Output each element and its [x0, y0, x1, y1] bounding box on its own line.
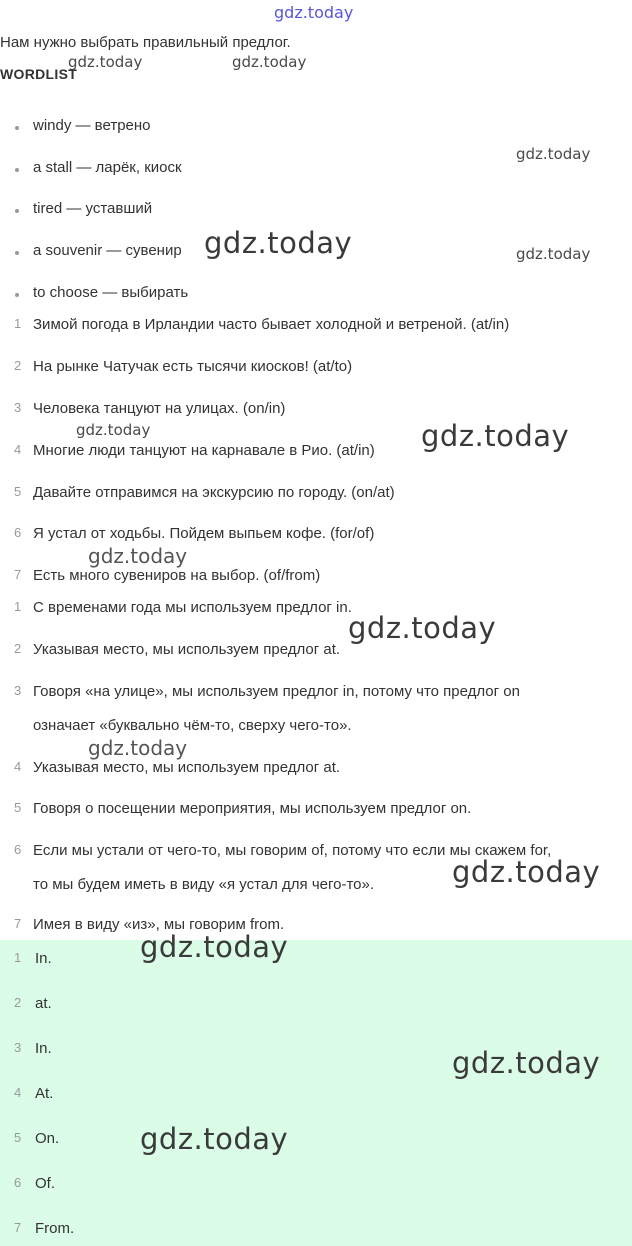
wordlist-heading: WORDLIST	[0, 66, 78, 82]
watermark: gdz.today	[68, 53, 143, 71]
watermark: gdz.today	[88, 736, 188, 760]
intro-text: Нам нужно выбрать правильный предлог.	[0, 34, 291, 51]
bullet-icon	[15, 251, 19, 255]
watermark: gdz.today	[76, 421, 151, 439]
bullet-icon	[15, 168, 19, 172]
answers-panel	[0, 940, 632, 1246]
watermark: gdz.today	[88, 544, 188, 568]
watermark: gdz.today	[452, 855, 601, 889]
watermark: gdz.today	[140, 1122, 289, 1156]
bullet-icon	[15, 209, 19, 213]
watermark: gdz.today	[452, 1046, 601, 1080]
watermark: gdz.today	[516, 145, 591, 163]
watermark: gdz.today	[140, 930, 289, 964]
bullet-icon	[15, 126, 19, 130]
watermark: gdz.today	[274, 3, 354, 22]
watermark: gdz.today	[348, 611, 497, 645]
watermark: gdz.today	[204, 226, 353, 260]
watermark: gdz.today	[232, 53, 307, 71]
watermark: gdz.today	[516, 245, 591, 263]
bullet-icon	[15, 293, 19, 297]
watermark: gdz.today	[421, 419, 570, 453]
